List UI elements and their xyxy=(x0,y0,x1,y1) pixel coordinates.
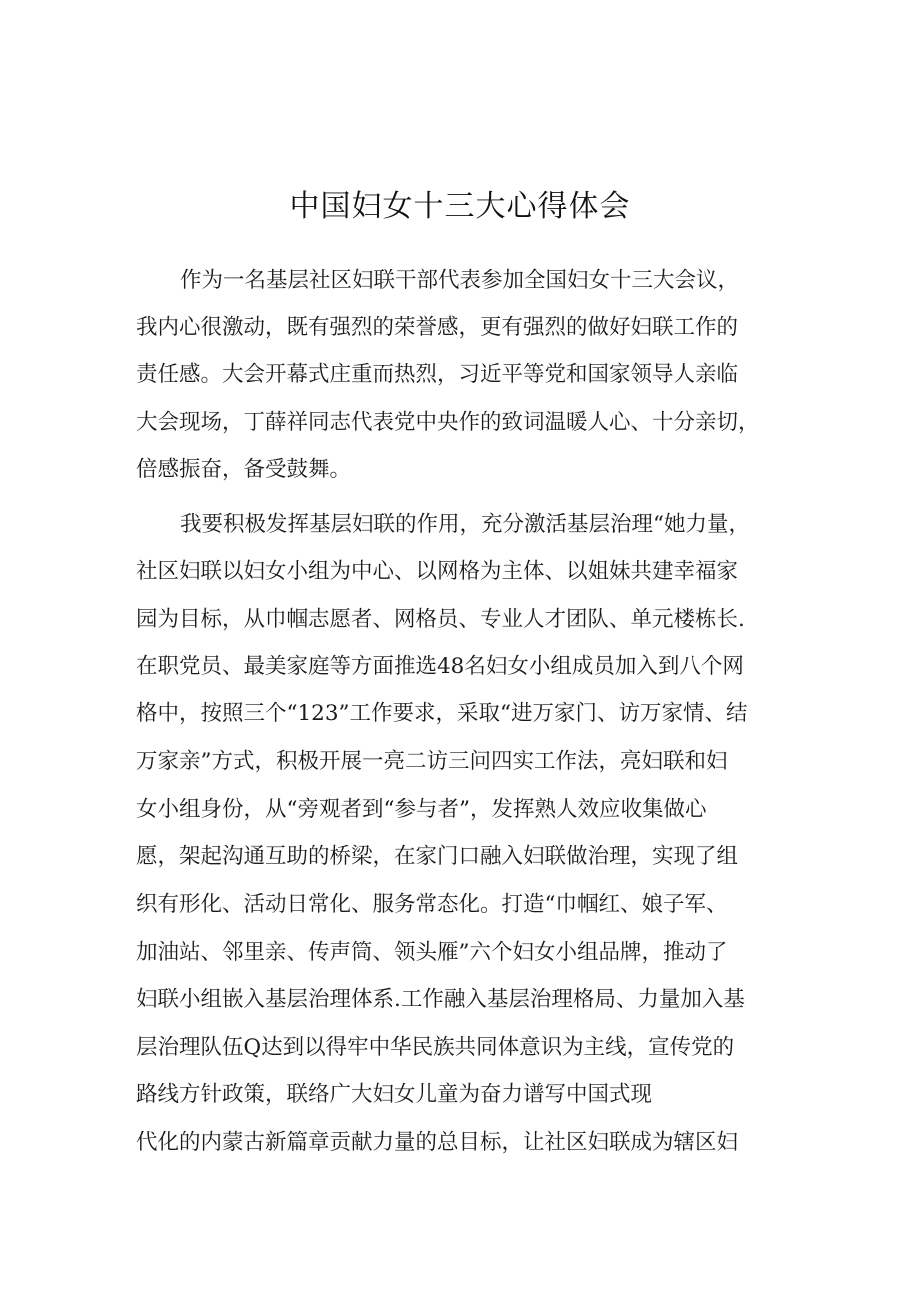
paragraph-2-line-8: 愿，架起沟通互助的桥梁，在家门口融入妇联做治理，实现了组 xyxy=(136,844,739,869)
paragraph-2-line-3: 园为目标，从巾帼志愿者、网格员、专业人才团队、单元楼栋长. xyxy=(136,607,745,632)
paragraph-2-line-12: 层治理队伍Q达到以得牢中华民族共同体意识为主线，宣传党的 xyxy=(136,1035,735,1060)
paragraph-1-line-1: 作为一名基层社区妇联干部代表参加全国妇女十三大会议， xyxy=(180,268,740,293)
paragraph-2-line-11: 妇联小组嵌入基层治理体系.工作融入基层治理格局、力量加入基 xyxy=(136,987,745,1012)
paragraph-2-line-5: 格中，按照三个“123”工作要求，采取“进万家门、访万家情、结 xyxy=(136,701,748,726)
paragraph-1-line-4: 大会现场，丁薛祥同志代表党中央作的致词温暖人心、十分亲切， xyxy=(136,410,760,435)
paragraph-1-line-3: 责任感。大会开幕式庄重而热烈，习近平等党和国家领导人亲临 xyxy=(136,362,739,387)
paragraph-1-line-5: 倍感振奋，备受鼓舞。 xyxy=(136,457,352,482)
paragraph-2-line-2: 社区妇联以妇女小组为中心、以网格为主体、以姐妹共建幸福家 xyxy=(136,559,739,584)
paragraph-2-line-14: 代化的内蒙古新篇章贡献力量的总目标，让社区妇联成为辖区妇 xyxy=(136,1130,739,1155)
paragraph-2-line-7: 女小组身份，从“旁观者到“参与者”，发挥熟人效应收集做心 xyxy=(136,797,707,822)
paragraph-2-line-13: 路线方针政策，联络广大妇女儿童为奋力谱写中国式现 xyxy=(136,1082,653,1107)
paragraph-2-line-6: 万家亲”方式，积极开展一亮二访三问四实工作法，亮妇联和妇 xyxy=(136,749,728,774)
paragraph-2-line-1: 我要积极发挥基层妇联的作用，充分激活基层治理“她力量， xyxy=(180,512,750,537)
paragraph-2-line-4: 在职党员、最美家庭等方面推选48名妇女小组成员加入到八个网 xyxy=(136,654,744,679)
paragraph-1-line-2: 我内心很激动，既有强烈的荣誉感，更有强烈的做好妇联工作的 xyxy=(136,315,739,340)
paragraph-2-line-9: 织有形化、活动日常化、服务常态化。打造“巾帼红、娘子军、 xyxy=(136,892,728,917)
document-title: 中国妇女十三大心得体会 xyxy=(289,189,631,225)
paragraph-2-line-10: 加油站、邻里亲、传声筒、领头雁”六个妇女小组品牌，推动了 xyxy=(136,940,728,965)
